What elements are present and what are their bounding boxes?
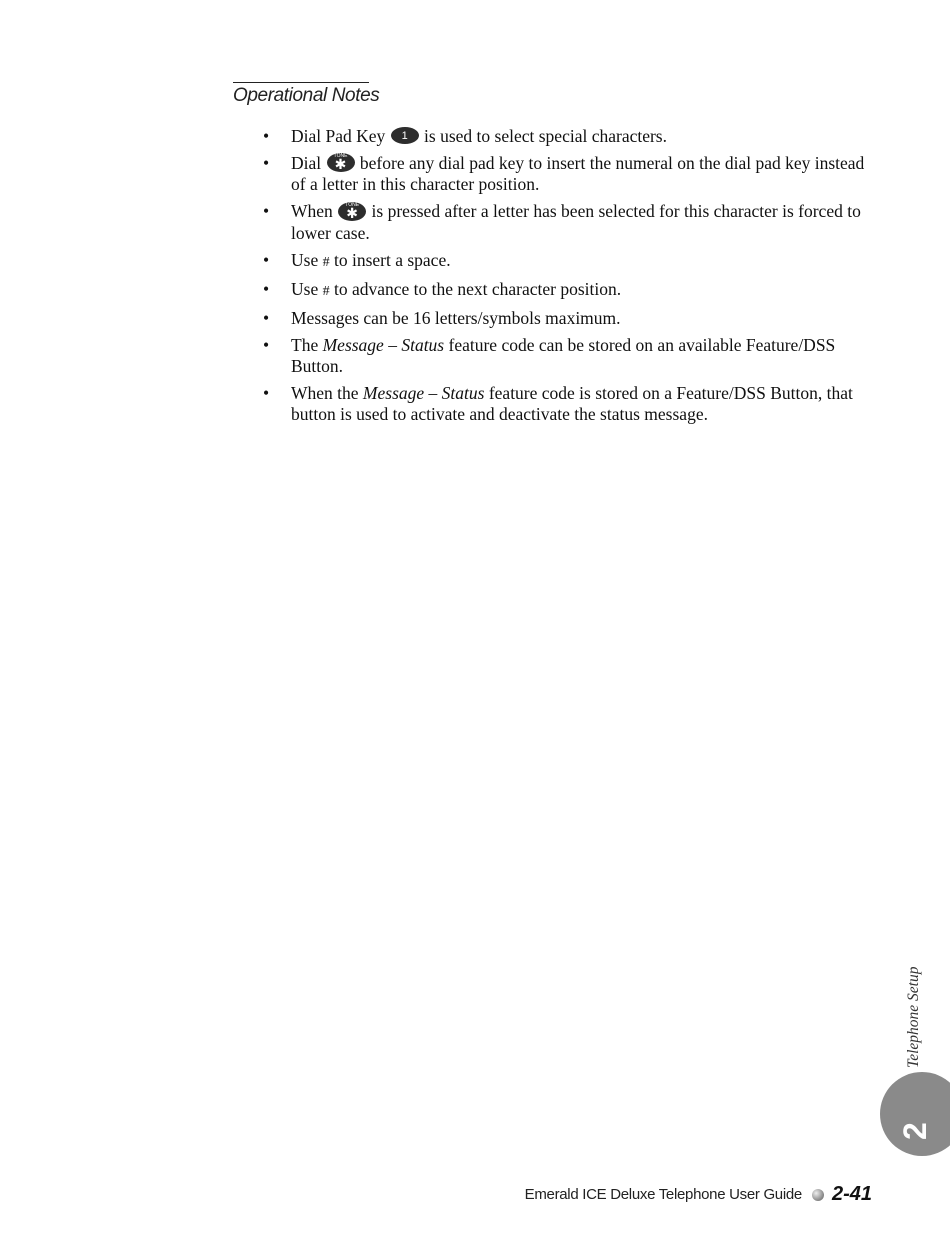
bullet: • — [263, 249, 270, 270]
feature-code-name: Message — [362, 382, 425, 403]
feature-code-name: Status — [441, 382, 485, 403]
page-number: 2-41 — [831, 1183, 872, 1205]
list-item: • Messages can be 16 letters/symbols maximum. — [263, 307, 621, 328]
bullet: • — [263, 278, 270, 299]
feature-code-name: Status — [401, 334, 445, 355]
bullet: • — [263, 153, 270, 173]
chapter-number: 2 — [897, 1122, 933, 1140]
dial-key-1-icon: 1 — [391, 127, 419, 144]
bullet: • — [263, 382, 270, 403]
operational-notes-list — [263, 126, 873, 431]
page-footer — [525, 1183, 872, 1206]
hash-key-symbol: # — [322, 254, 330, 270]
bullet: • — [263, 334, 270, 355]
chapter-tab-label: Telephone Setup — [905, 966, 922, 1068]
bullet: • — [263, 201, 270, 222]
list-item: • Use # to insert a space. — [263, 249, 451, 270]
tone-star-key-icon: TONE ✱ — [327, 153, 355, 172]
section-heading-block — [233, 82, 380, 107]
feature-code-name: Message — [322, 334, 384, 355]
footer-bullet-icon — [812, 1189, 824, 1201]
list-item: • Use # to advance to the next character position. — [263, 278, 622, 299]
footer-guide-title: Emerald ICE Deluxe Telephone User Guide — [524, 1186, 802, 1203]
chapter-tab — [880, 1072, 950, 1156]
list-item: • When TONE ✱ is pressed after a letter has been selected for this character is forced to lower case. — [263, 201, 861, 243]
hash-key-symbol: # — [322, 283, 330, 299]
list-item: • When the Message – Status feature code is stored on a Feature/DSS Button, that button is used to activate and deactivate the status message. — [263, 382, 853, 424]
section-heading: Operational Notes — [233, 85, 380, 106]
tone-star-key-icon: TONE ✱ — [338, 202, 366, 221]
bullet: • — [263, 307, 270, 328]
bullet: • — [263, 126, 270, 146]
list-item: • Dial Pad Key 1 is used to select special characters. — [263, 126, 667, 146]
list-item: • Dial TONE ✱ before any dial pad key to insert the numeral on the dial pad key instead of a letter in this character position. — [263, 153, 865, 195]
list-item: • The Message – Status feature code can be stored on an available Feature/DSS Button. — [263, 334, 836, 376]
